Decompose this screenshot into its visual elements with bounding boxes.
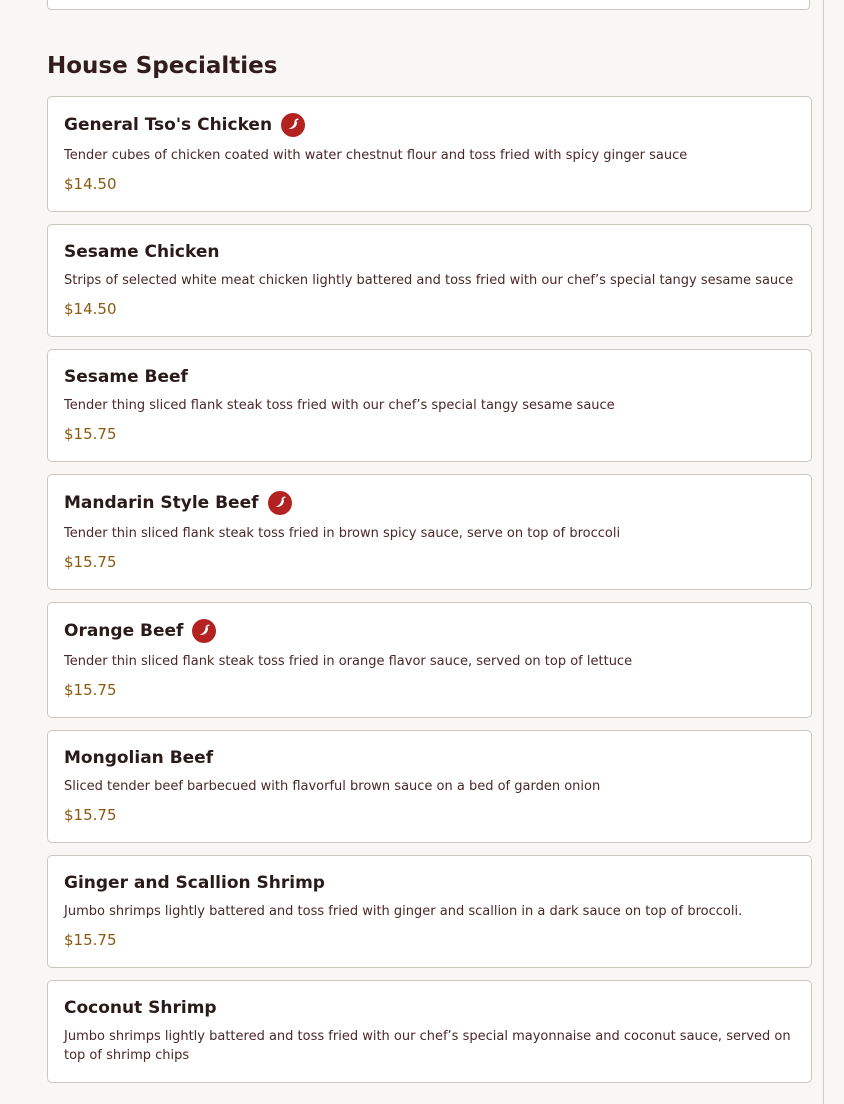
menu-item-list (47, 96, 812, 1095)
menu-item-price: $15.75 (64, 553, 117, 571)
chili-pepper-icon (268, 491, 292, 515)
menu-item-card[interactable] (47, 855, 812, 968)
menu-item-card[interactable] (47, 730, 812, 843)
menu-item-description: Sliced tender beef barbecued with flavorful brown sauce on a bed of garden onion (64, 779, 601, 794)
menu-item-name: Coconut Shrimp (64, 998, 217, 1018)
menu-item-description: Tender thin sliced flank steak toss fried in orange flavor sauce, served on top of lettuce (64, 654, 633, 669)
menu-item-name: Mongolian Beef (64, 748, 214, 768)
menu-item-name: General Tso's Chicken (64, 115, 273, 135)
menu-item-header (64, 240, 795, 264)
menu-item-name: Ginger and Scallion Shrimp (64, 873, 325, 893)
menu-item-price: $15.75 (64, 681, 117, 699)
chili-pepper-icon (285, 117, 301, 133)
menu-item-description: Jumbo shrimps lightly battered and toss fried with our chef’s special mayonnaise and coconut sauce, served on top of shrimp chips (64, 1029, 791, 1063)
menu-item-header (64, 365, 795, 389)
chili-pepper-icon (281, 113, 305, 137)
menu-item-header (64, 489, 795, 517)
menu-item-price: $15.75 (64, 425, 117, 443)
previous-menu-item-card[interactable] (47, 0, 810, 10)
menu-item-card[interactable] (47, 602, 812, 718)
chili-pepper-icon (272, 495, 288, 511)
menu-item-header (64, 871, 795, 895)
menu-item-price: $15.75 (64, 806, 117, 824)
menu-item-description: Strips of selected white meat chicken lightly battered and toss fried with our chef’s special tangy sesame sauce (64, 273, 794, 288)
menu-item-card[interactable] (47, 980, 812, 1083)
menu-item-name: Orange Beef (64, 621, 184, 641)
chili-pepper-icon (196, 623, 212, 639)
menu-item-name: Sesame Chicken (64, 242, 220, 262)
chili-pepper-icon (192, 619, 216, 643)
menu-item-name: Sesame Beef (64, 367, 188, 387)
menu-item-header (64, 617, 795, 645)
menu-item-header (64, 996, 795, 1020)
scroll-edge-divider (823, 0, 824, 1104)
menu-item-card[interactable] (47, 349, 812, 462)
menu-item-card[interactable] (47, 224, 812, 337)
menu-item-header (64, 111, 795, 139)
menu-item-description: Jumbo shrimps lightly battered and toss fried with ginger and scallion in a dark sauce on top of broccoli. (64, 904, 743, 919)
menu-item-card[interactable] (47, 474, 812, 590)
menu-item-price: $15.75 (64, 931, 117, 949)
menu-item-price: $14.50 (64, 300, 117, 318)
menu-item-description: Tender cubes of chicken coated with water chestnut flour and toss fried with spicy ginger sauce (64, 148, 688, 163)
menu-item-card[interactable] (47, 96, 812, 212)
menu-item-header (64, 746, 795, 770)
section-title: House Specialties (47, 53, 278, 79)
menu-item-price: $14.50 (64, 175, 117, 193)
menu-item-description: Tender thing sliced flank steak toss fried with our chef’s special tangy sesame sauce (64, 398, 615, 413)
menu-item-name: Mandarin Style Beef (64, 493, 259, 513)
menu-item-description: Tender thin sliced flank steak toss fried in brown spicy sauce, serve on top of broccoli (64, 526, 621, 541)
